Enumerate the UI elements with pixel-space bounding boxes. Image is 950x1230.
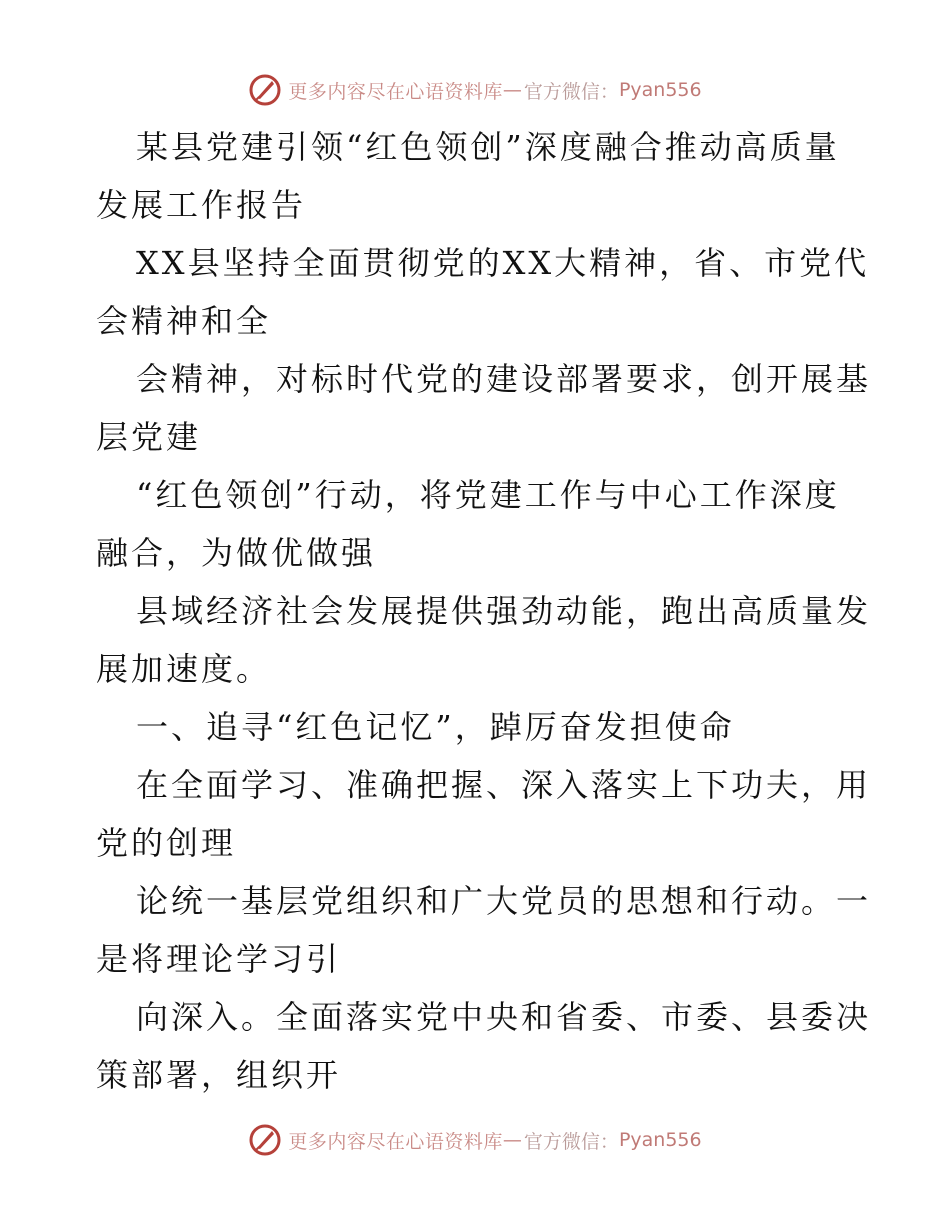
watermark-dash: — <box>502 1129 522 1151</box>
red-quill-logo-icon <box>248 1123 282 1157</box>
footer-watermark <box>0 1120 950 1160</box>
document-text-line: “红色领创”行动，将党建工作与中心工作深度 <box>136 476 840 514</box>
document-text-line: 层党建 <box>96 418 202 456</box>
document-text-line: 论统一基层党组织和广大党员的思想和行动。一 <box>136 882 872 920</box>
document-text-line: 发展工作报告 <box>96 186 307 224</box>
watermark-label: 官方微信： <box>523 1130 619 1153</box>
document-text-line: 展加速度。 <box>96 650 272 688</box>
document-text-line: 向深入。全面落实党中央和省委、市委、县委决 <box>136 998 872 1036</box>
document-text-line: 是将理论学习引 <box>96 940 342 978</box>
document-text-line: 在全面学习、准确把握、深入落实上下功夫，用 <box>136 766 872 804</box>
document-text-line: 融合，为做优做强 <box>96 534 377 572</box>
watermark-label: 官方微信： <box>523 80 619 103</box>
watermark-text: 更多内容尽在心语资料库 <box>288 80 503 103</box>
watermark-text: 更多内容尽在心语资料库 <box>288 1130 503 1153</box>
document-text-line: XX县坚持全面贯彻党的XX大精神，省、市党代 <box>136 244 870 282</box>
watermark-account: Pyan556 <box>618 1129 702 1151</box>
document-text-line: 会精神，对标时代党的建设部署要求，创开展基 <box>136 360 872 398</box>
document-text-line: 会精神和全 <box>96 302 272 340</box>
document-text-line: 一、追寻“红色记忆”，踔厉奋发担使命 <box>136 708 735 746</box>
document-text-line: 策部署，组织开 <box>96 1056 342 1094</box>
header-watermark <box>0 70 950 110</box>
document-text-line: 党的创理 <box>96 824 237 862</box>
document-body <box>96 118 872 1104</box>
document-title-line: 某县党建引领“红色领创”深度融合推动高质量 <box>136 128 840 166</box>
watermark-account: Pyan556 <box>618 79 702 101</box>
red-quill-logo-icon <box>248 73 282 107</box>
watermark-dash: — <box>502 79 522 101</box>
document-text-line: 县域经济社会发展提供强劲动能，跑出高质量发 <box>136 592 872 630</box>
